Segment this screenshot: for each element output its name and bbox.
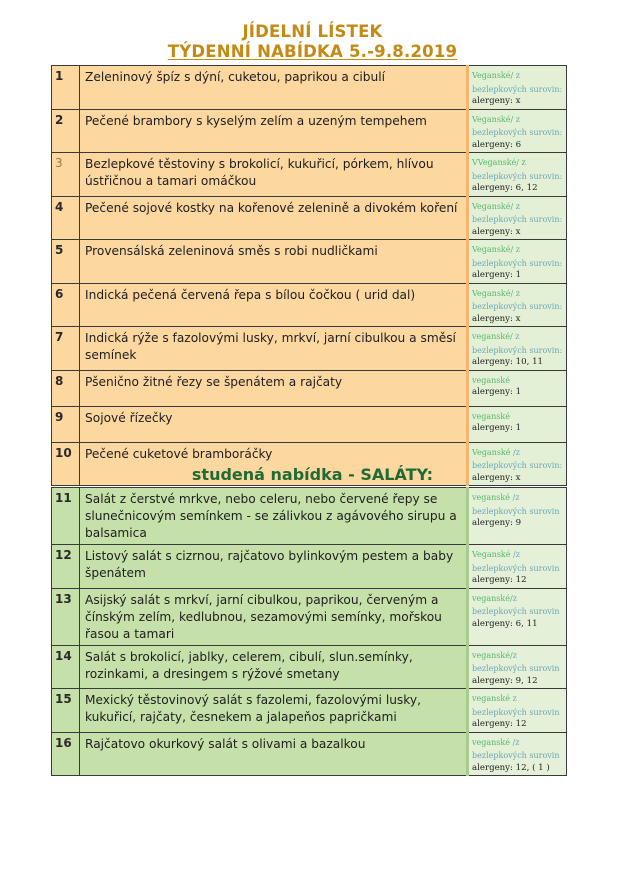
diet-info bbox=[468, 283, 567, 327]
diet-info bbox=[468, 153, 567, 197]
diet-info bbox=[468, 370, 567, 406]
weekly-menu-table bbox=[51, 65, 567, 486]
gluten-free-label: z bezlepkových surovin bbox=[472, 650, 560, 673]
item-number: 10 bbox=[52, 442, 80, 486]
allergens-label: alergeny: x bbox=[472, 472, 521, 483]
gluten-free-label: bezlepkových surovin: bbox=[472, 171, 563, 181]
vegan-label: veganské/ bbox=[472, 332, 513, 341]
diet-info bbox=[468, 645, 567, 689]
menu-row bbox=[52, 488, 567, 545]
weekly-offer-title: TÝDENNÍ NABÍDKA 5.-9.8.2019 bbox=[167, 42, 458, 61]
vegan-label: veganské bbox=[472, 694, 510, 703]
dish-name: Zeleninový špíz s dýní, cuketou, paprikou a cibulí bbox=[80, 66, 468, 110]
dish-name: Pečené cuketové bramboráčky bbox=[80, 442, 468, 486]
item-number: 15 bbox=[52, 689, 80, 733]
salads-section-title: studená nabídka - SALÁTY: bbox=[191, 465, 434, 484]
vegan-label: Veganské bbox=[472, 550, 511, 559]
diet-info bbox=[468, 732, 567, 776]
item-number: 7 bbox=[52, 327, 80, 371]
dish-name: Salát z čerstvé mrkve, nebo celeru, nebo červené řepy se slunečnicovým semínkem - se zálivkou z agávového sirupu a balsamica bbox=[80, 488, 468, 545]
dish-name: Pečené sojové kostky na kořenové zelenině a divokém koření bbox=[80, 196, 468, 240]
dish-name: Listový salát s cizrnou, rajčatovo bylinkovým pestem a baby špenátem bbox=[80, 545, 468, 589]
allergens-label: alergeny: x bbox=[472, 96, 521, 106]
dish-name: Asijský salát s mrkví, jarní cibulkou, paprikou, červeným a čínským zelím, kedlubnou, sezamovými semínky, mořskou řasou a tamari bbox=[80, 588, 468, 645]
menu-row bbox=[52, 196, 567, 240]
menu-row bbox=[52, 66, 567, 110]
vegan-label: veganské/ bbox=[472, 650, 513, 660]
allergens-label: alergeny: 6, 12 bbox=[472, 183, 538, 193]
diet-info bbox=[468, 588, 567, 645]
item-number: 8 bbox=[52, 370, 80, 406]
diet-info bbox=[468, 240, 567, 284]
vegan-label: Veganské/ bbox=[472, 201, 514, 211]
gluten-free-label: z bezlepkových surovin bbox=[472, 694, 560, 717]
menu-row bbox=[52, 153, 567, 197]
menu-row bbox=[52, 588, 567, 645]
dish-name: Mexický těstovinový salát s fazolemi, fazolovými lusky, kukuřicí, rajčaty, česnekem a jalapeňos papričkami bbox=[80, 689, 468, 733]
gluten-free-label: z bezlepkových surovin: bbox=[472, 114, 563, 137]
item-number: 3 bbox=[52, 153, 80, 197]
menu-row bbox=[52, 645, 567, 689]
menu-row bbox=[52, 283, 567, 327]
diet-info bbox=[468, 545, 567, 589]
allergens-label: alergeny: 1 bbox=[472, 270, 522, 280]
vegan-label: Veganské/ bbox=[472, 114, 514, 124]
gluten-free-label: z bezlepkových surovin bbox=[472, 593, 560, 616]
dish-name: Sojové řízečky bbox=[80, 406, 468, 442]
allergens-label: alergeny: 1 bbox=[472, 387, 522, 397]
menu-row bbox=[52, 689, 567, 733]
allergens-label: alergeny: 9 bbox=[472, 518, 522, 528]
menu-row bbox=[52, 327, 567, 371]
vegan-label: veganské bbox=[472, 493, 510, 502]
item-number: 6 bbox=[52, 283, 80, 327]
menu-row bbox=[52, 406, 567, 442]
dish-name: Pšenično žitné řezy se špenátem a rajčaty bbox=[80, 370, 468, 406]
allergens-label: alergeny: 1 bbox=[472, 423, 522, 433]
vegan-label: veganské bbox=[472, 411, 510, 421]
diet-info bbox=[468, 689, 567, 733]
diet-info bbox=[468, 196, 567, 240]
gluten-free-label: z bezlepkových surovin: bbox=[472, 288, 563, 311]
dish-name: Indická pečená červená řepa s bílou čočkou ( urid dal) bbox=[80, 283, 468, 327]
vegan-label: Veganské bbox=[472, 447, 511, 457]
allergens-label: alergeny: x bbox=[472, 313, 521, 324]
menu-title: JÍDELNÍ LÍSTEK bbox=[242, 22, 383, 41]
item-number: 5 bbox=[52, 240, 80, 284]
item-number: 1 bbox=[52, 66, 80, 110]
vegan-label: Veganské/ bbox=[472, 245, 514, 254]
item-number: 12 bbox=[52, 545, 80, 589]
allergens-label: alergeny: x bbox=[472, 226, 521, 237]
allergens-label: alergeny: 6, 11 bbox=[472, 618, 538, 629]
vegan-label: veganské bbox=[472, 375, 510, 385]
dish-name: Bezlepkové těstoviny s brokolicí, kukuřicí, pórkem, hlívou ústřičnou a tamari omáčkou bbox=[80, 153, 468, 197]
gluten-free-label: /z bezlepkových surovin bbox=[472, 737, 560, 760]
gluten-free-label: z bezlepkových surovin: bbox=[472, 201, 563, 224]
salads-menu-table bbox=[51, 487, 567, 776]
menu-row bbox=[52, 240, 567, 284]
item-number: 9 bbox=[52, 406, 80, 442]
allergens-label: alergeny: 12 bbox=[472, 575, 527, 585]
vegan-label: veganské/ bbox=[472, 593, 513, 603]
item-number: 11 bbox=[52, 488, 80, 545]
diet-info bbox=[468, 109, 567, 153]
diet-info bbox=[468, 327, 567, 371]
item-number: 14 bbox=[52, 645, 80, 689]
item-number: 16 bbox=[52, 732, 80, 776]
gluten-free-label: /z bezlepkových surovin bbox=[472, 493, 560, 516]
gluten-free-label: /z bezlepkových surovin: bbox=[472, 447, 563, 470]
diet-info bbox=[468, 66, 567, 110]
dish-name: Provensálská zeleninová směs s robi nudličkami bbox=[80, 240, 468, 284]
allergens-label: alergeny: 12 bbox=[472, 719, 527, 729]
vegan-label: Veganské/ bbox=[472, 71, 514, 80]
item-number: 13 bbox=[52, 588, 80, 645]
item-number: 4 bbox=[52, 196, 80, 240]
allergens-label: alergeny: 10, 11 bbox=[472, 357, 544, 367]
vegan-label: veganské bbox=[472, 737, 510, 747]
menu-row bbox=[52, 109, 567, 153]
diet-info bbox=[468, 488, 567, 545]
gluten-free-label: z bezlepkových surovin: bbox=[472, 332, 563, 355]
dish-name: Rajčatovo okurkový salát s olivami a bazalkou bbox=[80, 732, 468, 776]
gluten-free-label: z bezlepkových surovin: bbox=[472, 245, 563, 268]
item-number: 2 bbox=[52, 109, 80, 153]
allergens-label: alergeny: 6 bbox=[472, 139, 522, 150]
dish-name: Indická rýže s fazolovými lusky, mrkví, jarní cibulkou a směsí semínek bbox=[80, 327, 468, 371]
menu-row bbox=[52, 545, 567, 589]
dish-name: Pečené brambory s kyselým zelím a uzeným tempehem bbox=[80, 109, 468, 153]
vegan-label: VVeganské/ z bbox=[472, 158, 526, 167]
gluten-free-label: z bezlepkových surovin: bbox=[472, 71, 563, 94]
vegan-label: Veganské/ bbox=[472, 288, 514, 298]
diet-info bbox=[468, 406, 567, 442]
allergens-label: alergeny: 9, 12 bbox=[472, 675, 538, 686]
menu-row bbox=[52, 732, 567, 776]
gluten-free-label: /z bezlepkových surovin bbox=[472, 550, 560, 573]
dish-name: Salát s brokolicí, jablky, celerem, cibulí, slun.semínky, rozinkami, a dresingem s rýžové smetany bbox=[80, 645, 468, 689]
menu-row bbox=[52, 370, 567, 406]
allergens-label: alergeny: 12, ( 1 ) bbox=[472, 762, 550, 773]
